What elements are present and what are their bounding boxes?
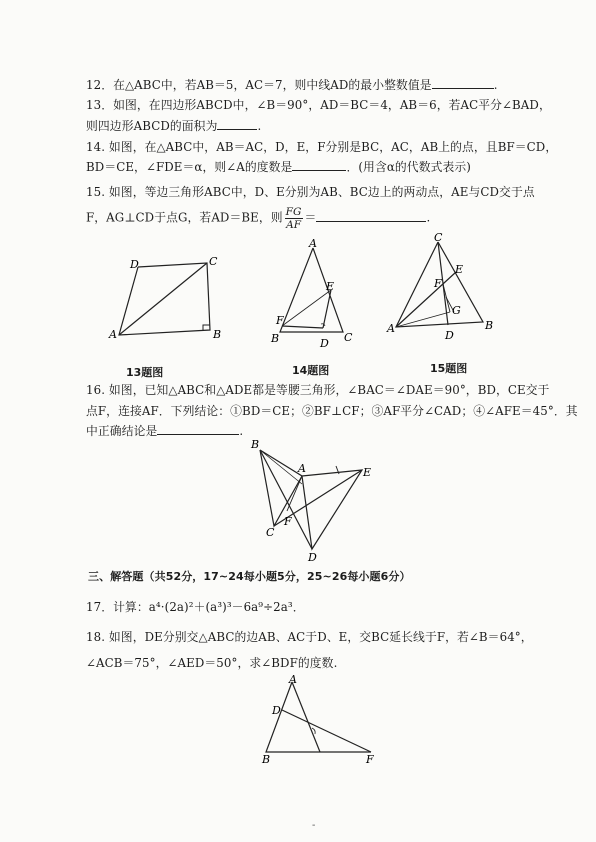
label-a: A	[109, 328, 117, 341]
question-15-line2	[86, 206, 430, 231]
figure-13-caption: 13题图	[126, 366, 164, 379]
answer-blank	[292, 159, 346, 171]
figure-16-drawing	[244, 436, 384, 564]
label-e: E	[455, 263, 464, 276]
fraction-denominator: AF	[286, 219, 302, 231]
figure-13	[100, 248, 230, 348]
label-b: B	[485, 319, 494, 332]
question-12-end: .	[493, 78, 498, 92]
question-13-text: 则四边形ABCD的面积为	[86, 119, 218, 133]
question-16-text: 中正确结论是	[86, 424, 158, 438]
label-d: D	[130, 258, 139, 271]
question-14-line2	[86, 158, 471, 175]
question-15-text: F，AG⊥CD于点G，若AD＝BE，则	[86, 210, 283, 225]
page-footer-mark: -	[312, 820, 316, 831]
question-13-end: .	[257, 119, 262, 133]
figure-15-caption: 15题图	[430, 362, 468, 375]
question-15-end: .	[426, 210, 431, 225]
label-f: F	[434, 277, 442, 290]
answer-blank	[217, 118, 257, 130]
question-14-line1: 14. 如图，在△ABC中，AB＝AC，D，E，F分别是BC，AC，AB上的点，且BF＝CD，	[86, 140, 558, 154]
label-b: B	[213, 328, 222, 341]
question-12-text: 12．在△ABC中，若AB＝5，AC＝7，则中线AD的最小整数值是	[86, 78, 432, 92]
question-16-line3	[86, 422, 243, 439]
question-16-line2: 点F，连接AF．下列结论：①BD＝CE；②BF⊥CF；③AF平分∠CAD；④∠AFE＝45°．其	[86, 404, 578, 418]
answer-blank	[432, 77, 494, 89]
label-a: A	[298, 462, 306, 475]
fraction-fg-over-af	[285, 206, 303, 231]
label-a: A	[387, 322, 395, 335]
label-d: D	[320, 337, 329, 350]
question-13-line2	[86, 117, 261, 134]
question-16-end: .	[239, 424, 244, 438]
label-d: D	[445, 329, 454, 342]
question-14-text: BD＝CE，∠FDE＝α，则∠A的度数是	[86, 160, 293, 174]
figure-18-drawing	[256, 674, 386, 766]
label-c: C	[209, 255, 218, 268]
answer-blank	[157, 423, 239, 435]
figure-13-drawing	[100, 248, 230, 348]
label-a: A	[309, 237, 317, 250]
label-d: D	[272, 704, 281, 717]
equals-sign: ＝	[304, 210, 317, 225]
section-3-title: 三、解答题（共52分，17~24每小题5分，25~26每小题6分）	[88, 570, 411, 583]
label-f: F	[276, 314, 284, 327]
question-15-line1: 15. 如图，等边三角形ABC中，D、E分别为AB、BC边上的两动点，AE与CD交于点	[86, 185, 535, 199]
question-12	[86, 76, 498, 93]
label-c: C	[266, 526, 275, 539]
question-16-line1: 16. 如图，已知△ABC和△ADE都是等腰三角形，∠BAC＝∠DAE＝90°，BD，CE交于	[86, 383, 550, 397]
label-f: F	[284, 515, 292, 528]
label-e: E	[363, 466, 372, 479]
fraction-numerator: FG	[285, 206, 302, 218]
label-c: C	[434, 231, 443, 244]
figure-15-drawing	[386, 232, 496, 350]
label-e: E	[326, 280, 335, 293]
label-b: B	[271, 332, 280, 345]
figure-15	[386, 232, 496, 350]
answer-blank	[316, 210, 426, 222]
label-g: G	[452, 304, 461, 317]
label-b: B	[262, 753, 271, 766]
figure-14	[268, 237, 358, 352]
label-a: A	[289, 673, 297, 686]
question-17: 17．计算：a⁴·(2a)²＋(a³)³－6a⁹÷2a³．	[86, 600, 305, 614]
label-d: D	[308, 551, 317, 564]
label-b: B	[251, 438, 260, 451]
figure-14-drawing	[268, 237, 358, 352]
label-c: C	[344, 331, 353, 344]
figure-14-caption: 14题图	[292, 364, 330, 377]
label-f: F	[366, 753, 374, 766]
question-18-line1: 18. 如图，DE分别交△ABC的边AB、AC于D、E，交BC延长线于F，若∠B＝64°，	[86, 630, 533, 644]
figure-18	[256, 674, 386, 766]
figure-16	[244, 436, 384, 564]
question-13-line1: 13．如图，在四边形ABCD中，∠B＝90°，AD＝BC＝4，AB＝6，若AC平分∠BAD，	[86, 98, 551, 112]
question-18-line2: ∠ACB＝75°，∠AED＝50°，求∠BDF的度数.	[86, 656, 338, 670]
question-14-end: ．(用含α的代数式表示)	[346, 160, 471, 174]
